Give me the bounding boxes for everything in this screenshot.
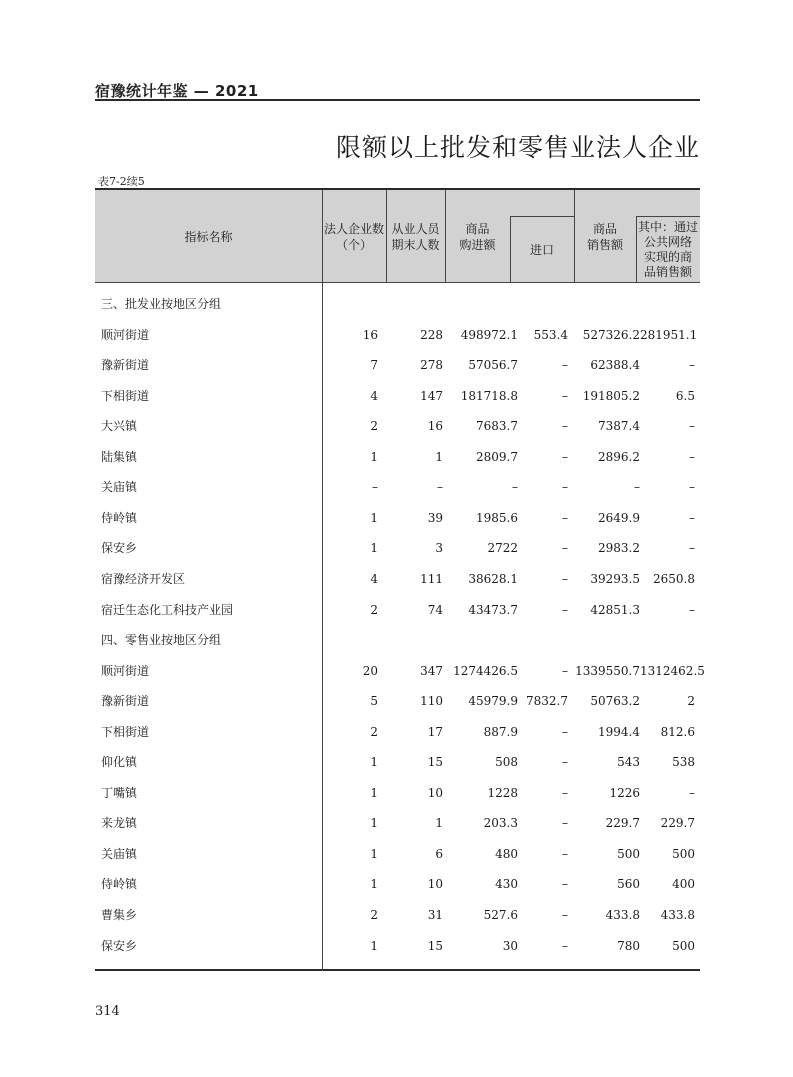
row-label: 来龙镇 (101, 816, 138, 831)
row-value: 1 (370, 755, 378, 770)
row-value: 5 (370, 694, 378, 709)
col-header-import-text: 进口 (529, 242, 554, 257)
row-value: 16 (427, 419, 443, 434)
row-value (510, 289, 568, 319)
row-value: 229.7 (605, 816, 640, 831)
table-row (95, 900, 700, 930)
row-value: 500 (672, 938, 695, 953)
row-value: – (689, 510, 695, 525)
row-value: – (562, 877, 568, 892)
col-header-sales-line1: 商品 (592, 221, 617, 236)
row-value: – (562, 480, 568, 495)
row-value (575, 625, 640, 655)
row-label: 关庙镇 (101, 480, 138, 495)
table-row (95, 625, 700, 655)
row-value: – (562, 938, 568, 953)
row-value: 16 (362, 327, 378, 342)
row-value: 538 (672, 755, 695, 770)
row-value: 1312462.5 (640, 663, 705, 678)
row-value: 203.3 (483, 816, 518, 831)
row-value: 508 (495, 755, 518, 770)
row-value: 20 (362, 663, 378, 678)
row-value: 2 (370, 724, 378, 739)
row-value: 74 (427, 602, 443, 617)
row-value: 480 (495, 846, 518, 861)
row-value: 15 (427, 755, 443, 770)
row-value: 30 (502, 938, 518, 953)
row-label: 侍岭镇 (101, 877, 138, 892)
row-label: 关庙镇 (101, 846, 138, 861)
row-value: 6 (435, 846, 443, 861)
row-value: – (562, 846, 568, 861)
row-value: 31 (427, 908, 443, 922)
row-value (450, 289, 518, 319)
row-label: 四、零售业按地区分组 (101, 633, 222, 648)
row-value: 1 (370, 846, 378, 861)
row-label: 侍岭镇 (101, 510, 138, 525)
col-header-import (510, 216, 574, 283)
row-label: 保安乡 (101, 938, 138, 953)
row-value: 560 (617, 877, 640, 892)
table-row (95, 411, 700, 441)
row-value: – (689, 419, 695, 434)
row-value: – (562, 358, 568, 373)
col-header-name (95, 190, 322, 283)
row-value: 10 (427, 785, 443, 800)
table-row (95, 442, 700, 472)
row-value: – (562, 388, 568, 403)
col-header-name-text: 指标名称 (184, 229, 233, 244)
row-value: 887.9 (483, 724, 518, 739)
row-value: – (562, 908, 568, 922)
row-value: 4 (370, 571, 378, 586)
table-row (95, 503, 700, 533)
row-value: 147 (420, 388, 443, 403)
col-header-purchases-line2: 购进额 (459, 237, 496, 252)
row-value: 1 (435, 816, 443, 831)
row-value: 2809.7 (476, 449, 518, 464)
row-value: 1994.4 (598, 724, 640, 739)
row-value: 1 (370, 449, 378, 464)
row-value: – (689, 602, 695, 617)
row-value: – (689, 449, 695, 464)
table-row (95, 472, 700, 502)
row-value: 38628.1 (468, 571, 518, 586)
table-row (95, 656, 705, 686)
table-row (95, 808, 700, 838)
row-value (385, 289, 443, 319)
row-value: 1226 (609, 785, 640, 800)
row-value: 1 (370, 938, 378, 953)
row-value: 1 (435, 449, 443, 464)
header-rule (95, 99, 700, 101)
row-value: 43473.7 (468, 602, 518, 617)
table-row (95, 289, 700, 319)
row-value (640, 289, 695, 319)
row-label: 宿迁生态化工科技产业园 (101, 602, 234, 617)
row-value (323, 625, 378, 655)
row-value: 1 (370, 541, 378, 556)
data-table (95, 188, 705, 971)
row-value: 229.7 (660, 816, 695, 831)
row-value: – (562, 510, 568, 525)
row-value: 2983.2 (598, 541, 640, 556)
row-label: 三、批发业按地区分组 (101, 297, 222, 311)
row-value: – (512, 480, 518, 495)
row-value: 228 (420, 327, 443, 342)
row-value: 7 (370, 358, 378, 373)
table-row (95, 595, 700, 625)
table-row (95, 839, 700, 869)
row-value: 10 (427, 877, 443, 892)
row-value: 2 (687, 694, 695, 709)
row-value: 2 (370, 602, 378, 617)
row-value (575, 289, 640, 319)
row-value: – (562, 602, 568, 617)
table-row (95, 533, 700, 563)
table-row (95, 778, 700, 808)
row-value: – (689, 358, 695, 373)
row-value: 181718.8 (460, 388, 518, 403)
row-label: 顺河街道 (101, 327, 150, 342)
row-value: 400 (672, 877, 695, 892)
row-value: 7832.7 (526, 694, 568, 709)
row-value: 45979.9 (468, 694, 518, 709)
row-value: – (634, 480, 640, 495)
row-value: 1 (370, 877, 378, 892)
row-value: 1 (370, 510, 378, 525)
col-header-purchases (445, 190, 510, 283)
row-value: 500 (617, 846, 640, 861)
row-label: 仰化镇 (101, 755, 138, 770)
row-value: 1274426.5 (453, 663, 518, 678)
row-label: 丁嘴镇 (101, 785, 138, 800)
row-value: – (562, 419, 568, 434)
row-value: 1 (370, 785, 378, 800)
col-header-sales (574, 190, 636, 283)
col-header-employees-line1: 从业人员 (391, 221, 440, 236)
row-value: – (689, 785, 695, 800)
row-value: 57056.7 (468, 358, 518, 373)
row-value: 111 (420, 571, 443, 586)
row-value: – (562, 816, 568, 831)
row-value: 1985.6 (476, 510, 518, 525)
row-value (323, 289, 378, 319)
row-value: – (562, 541, 568, 556)
row-value: 347 (420, 663, 443, 678)
row-value: 2649.9 (598, 510, 640, 525)
row-label: 豫新街道 (101, 694, 150, 709)
table-row (95, 747, 700, 777)
row-value: 553.4 (533, 327, 568, 342)
row-value: 42851.3 (590, 602, 640, 617)
row-value: 7387.4 (598, 419, 640, 434)
table-row (95, 931, 700, 961)
row-value: 3 (435, 541, 443, 556)
row-value: – (562, 724, 568, 739)
row-value: 6.5 (675, 388, 695, 403)
row-value (510, 625, 568, 655)
row-value: 543 (617, 755, 640, 770)
row-value: 430 (495, 877, 518, 892)
row-value: 1 (370, 816, 378, 831)
col-header-online-line2: 公共网络 (643, 234, 692, 249)
row-label: 下相街道 (101, 724, 150, 739)
row-value: 62388.4 (590, 358, 640, 373)
row-value: 110 (420, 694, 443, 709)
page-title: 限额以上批发和零售业法人企业 (335, 133, 700, 162)
row-value: – (562, 449, 568, 464)
row-value: 433.8 (660, 908, 695, 922)
table-row (95, 564, 700, 594)
row-value: 39 (427, 510, 443, 525)
col-header-online-line1: 其中：通过 (637, 219, 698, 234)
row-value: – (689, 541, 695, 556)
row-value: 278 (420, 358, 443, 373)
row-value (385, 625, 443, 655)
col-header-employees (386, 190, 445, 283)
col-header-online-sales (636, 216, 700, 283)
row-value: 2896.2 (598, 449, 640, 464)
row-label: 保安乡 (101, 541, 138, 556)
table-row (95, 686, 700, 716)
col-header-employees-line2: 期末人数 (391, 237, 440, 252)
row-value (450, 625, 518, 655)
row-value: 1228 (487, 785, 518, 800)
row-value: 39293.5 (590, 571, 640, 586)
table-row (95, 869, 700, 899)
row-label: 豫新街道 (101, 358, 150, 373)
row-value: 527326.2 (582, 327, 640, 342)
row-value: 498972.1 (460, 327, 518, 342)
table-row (95, 350, 700, 380)
row-value: – (562, 755, 568, 770)
running-head: 宿豫统计年鉴 — 2021 (95, 82, 259, 100)
col-header-online-line4: 品销售额 (643, 264, 692, 279)
row-value: 2 (370, 908, 378, 922)
row-value: 500 (672, 846, 695, 861)
row-value (640, 625, 695, 655)
table-row (95, 320, 700, 350)
row-value: 7683.7 (476, 419, 518, 434)
col-header-purchases-line1: 商品 (465, 221, 490, 236)
table-row (95, 717, 700, 747)
row-label: 下相街道 (101, 388, 150, 403)
row-label: 顺河街道 (101, 663, 150, 678)
col-header-sales-line2: 销售额 (586, 237, 623, 252)
row-value: 780 (617, 938, 640, 953)
row-value: 15 (427, 938, 443, 953)
row-value: 191805.2 (582, 388, 640, 403)
row-value: 433.8 (605, 908, 640, 922)
row-label: 陆集镇 (101, 449, 138, 464)
row-value: 527.6 (483, 908, 518, 922)
col-header-enterprises (322, 190, 386, 283)
row-label: 大兴镇 (101, 419, 138, 434)
col-header-online-line3: 实现的商 (643, 249, 692, 264)
row-value: 1339550.7 (575, 663, 640, 678)
row-value: 2 (370, 419, 378, 434)
row-value: – (372, 480, 378, 495)
row-value: 17 (427, 724, 443, 739)
page-number: 314 (95, 1004, 120, 1019)
col-header-enterprises-line1: 法人企业数 (323, 221, 384, 236)
row-value: – (562, 785, 568, 800)
row-value: 50763.2 (590, 694, 640, 709)
row-value: 812.6 (660, 724, 695, 739)
table-id: 表7-2续5 (98, 175, 145, 188)
col-header-enterprises-line2: （个） (335, 237, 372, 252)
row-value: – (437, 480, 443, 495)
table-row (95, 381, 700, 411)
row-value: 2722 (487, 541, 518, 556)
row-value: – (562, 571, 568, 586)
row-label: 宿豫经济开发区 (101, 571, 186, 586)
row-label: 曹集乡 (101, 908, 138, 922)
row-value: – (689, 480, 695, 495)
row-value: 2650.8 (653, 571, 695, 586)
row-value: 4 (370, 388, 378, 403)
row-value: – (562, 663, 568, 678)
row-value: 281951.1 (640, 327, 698, 342)
